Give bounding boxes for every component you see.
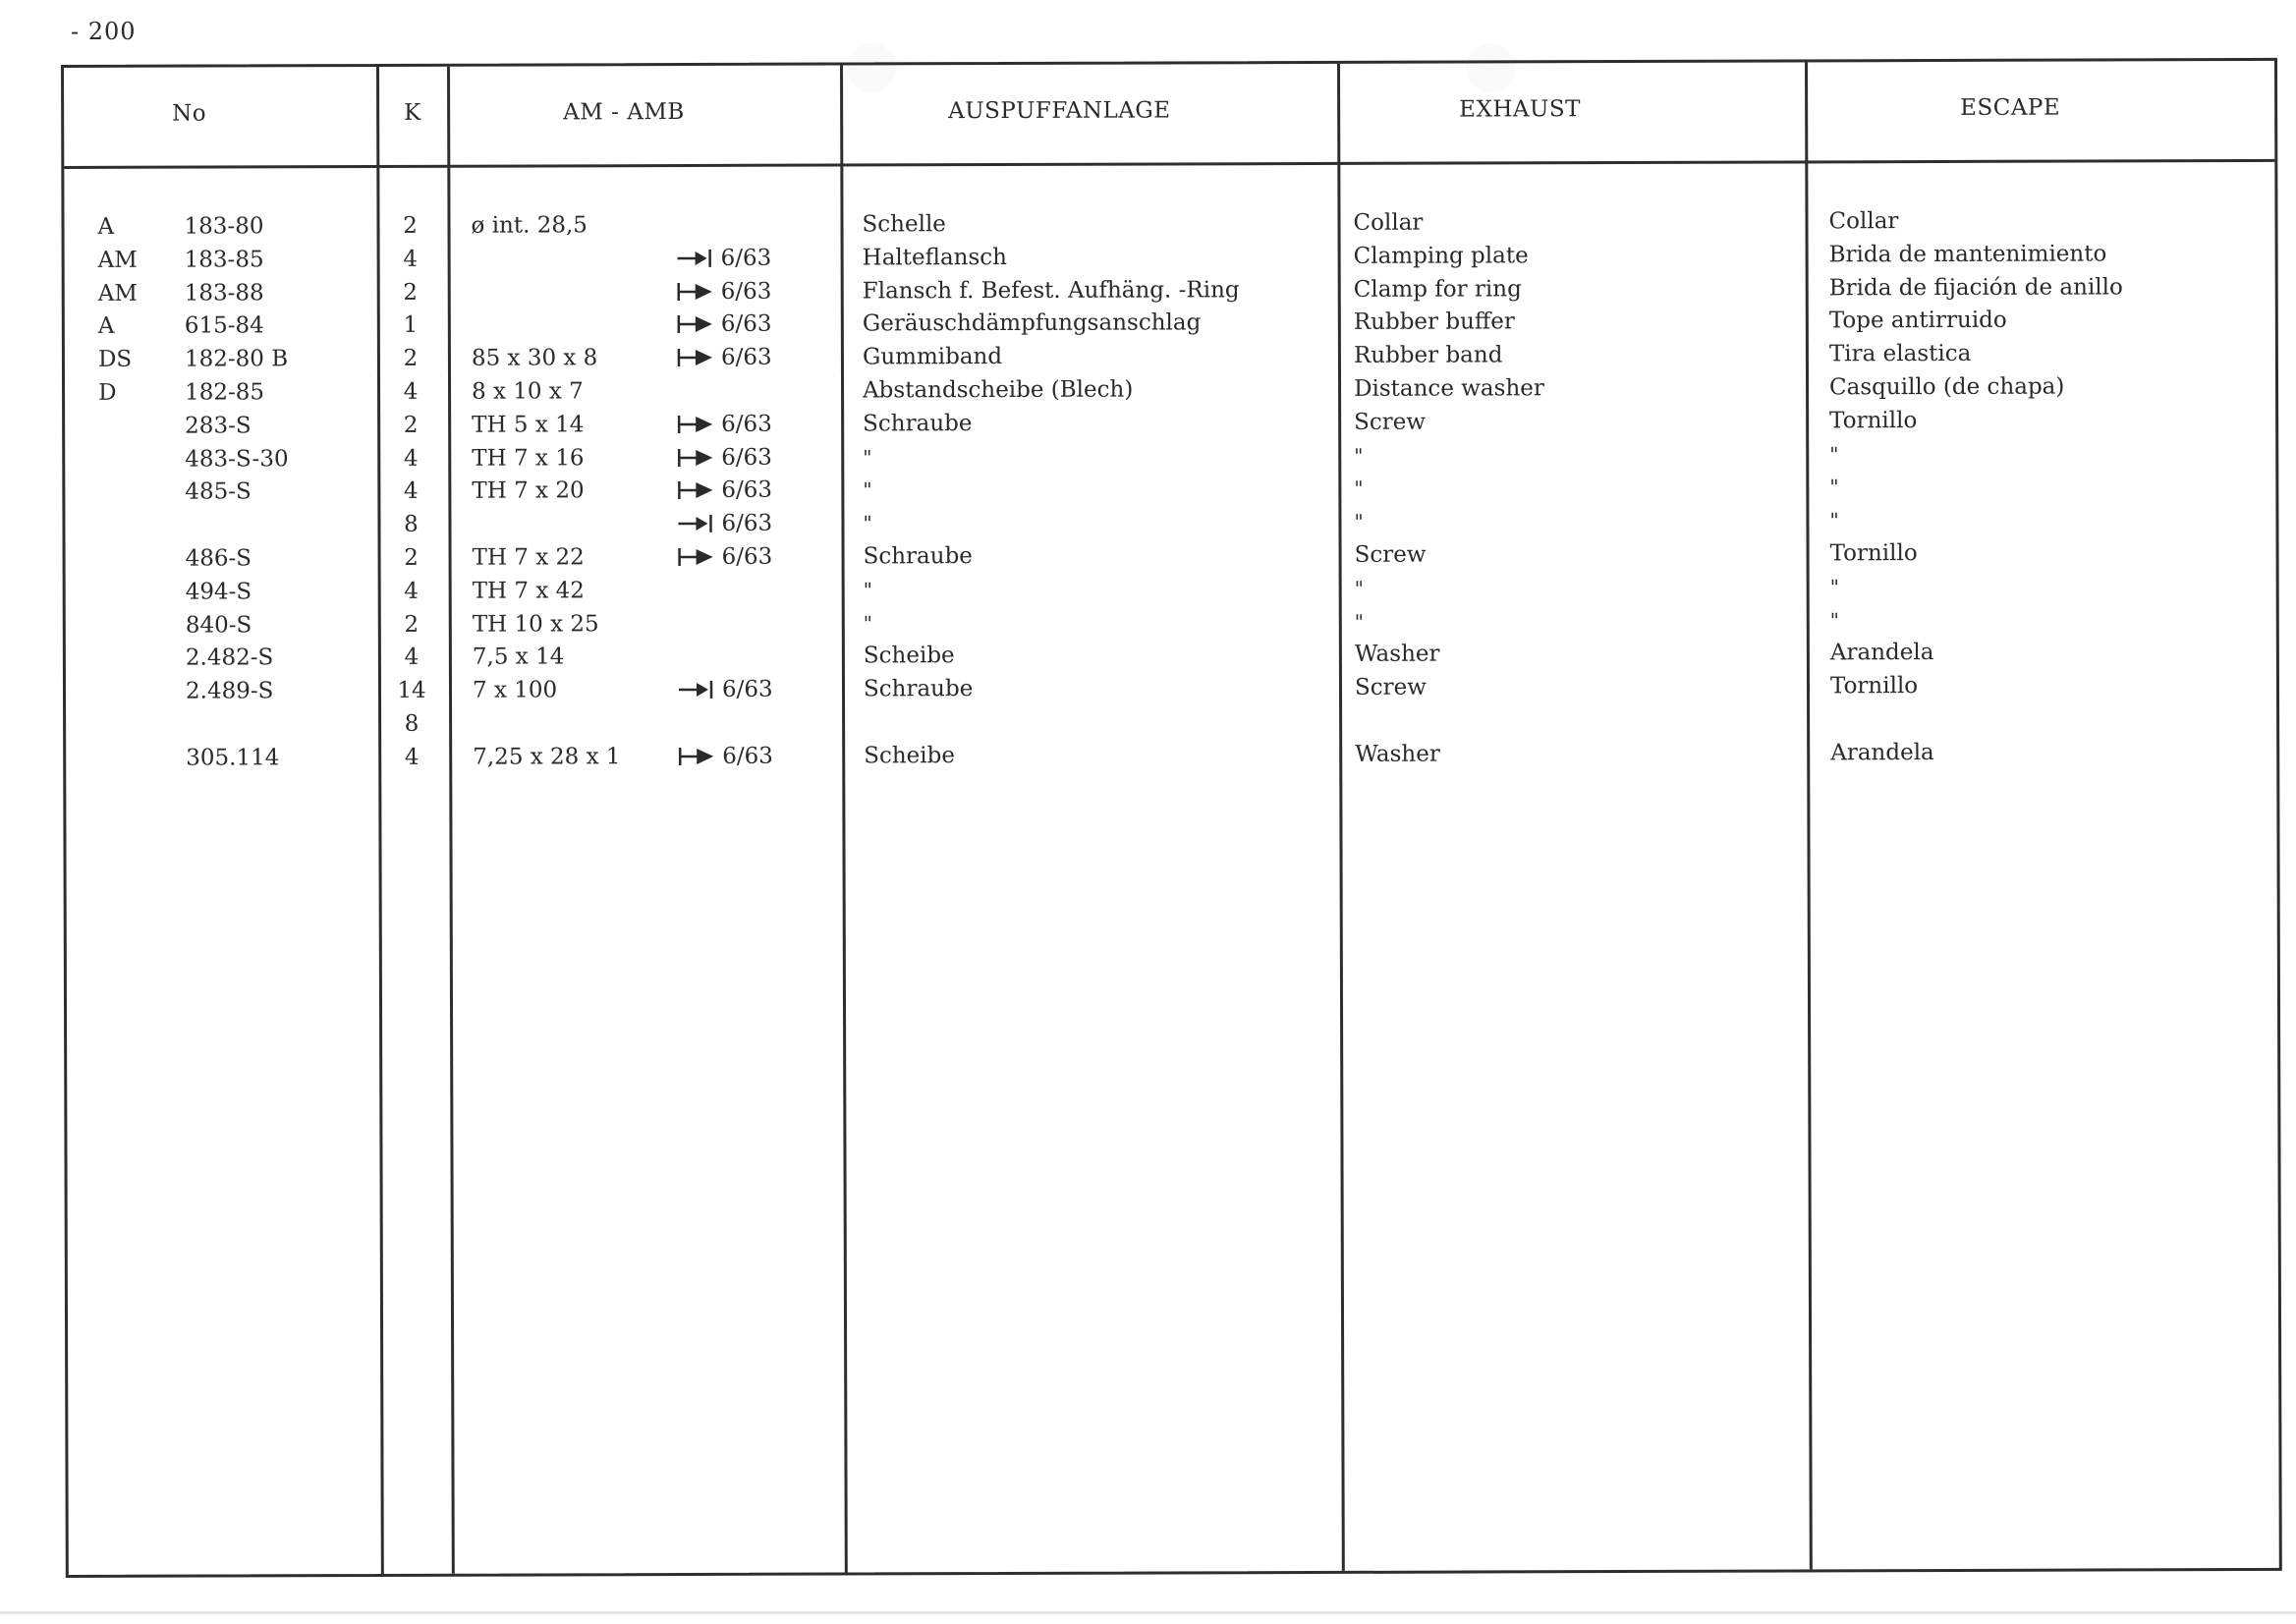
german-description-cell: Halteflansch [862,244,1008,271]
bar-to-arrow-icon [676,480,715,500]
dimension-cell: 7,25 x 28 x 1 [473,744,621,770]
reference-cell [676,277,772,305]
reference-cell [676,476,772,504]
bar-to-arrow-icon [676,348,715,367]
header-am: AM - AMB [563,99,685,126]
german-description-cell: Schraube [863,410,973,437]
german-description-cell: Flansch f. Befest. Aufhäng. -Ring [862,276,1240,305]
header-de: AUSPUFFANLAGE [948,97,1171,125]
english-description-cell: Collar [1353,209,1424,236]
quantity-cell: 2 [404,611,420,638]
dimension-cell: TH 5 x 14 [472,412,585,438]
spanish-description-cell: " [1829,607,1840,632]
dimension-cell: TH 7 x 16 [472,444,585,472]
english-description-cell: Screw [1354,674,1427,701]
english-description-cell: Distance washer [1354,375,1544,402]
reference-text: 6/63 [720,245,772,271]
part-number-cell: 182-85 [185,379,265,406]
dimension-cell: 8 x 10 x 7 [472,378,584,405]
english-description-cell: " [1354,443,1364,468]
arrow-to-bar-icon [677,680,716,700]
reference-text: 6/63 [721,543,773,570]
parts-table [61,58,2282,1578]
reference-cell [676,443,772,471]
part-number-cell: 840-S [185,611,252,639]
part-number-cell: 305.114 [186,745,280,771]
spanish-description-cell: Tornillo [1829,407,1918,434]
dimension-cell: TH 7 x 22 [472,544,585,571]
dimension-cell: TH 7 x 20 [472,477,585,505]
spanish-description-cell: Arandela [1830,739,1934,766]
german-description-cell: Scheibe [864,742,956,769]
german-description-cell: Gummiband [862,344,1003,370]
arrow-to-bar-icon [676,249,715,268]
spanish-description-cell: Tornillo [1829,540,1918,567]
spanish-description-cell: Arandela [1829,640,1934,666]
quantity-cell: 8 [404,512,419,538]
spanish-description-cell: " [1829,508,1839,532]
quantity-cell: 4 [404,744,420,770]
spanish-description-cell: " [1829,475,1839,499]
prefix-cell: A [97,213,115,240]
page-number: - 200 [71,18,137,45]
column-divider [1337,64,1345,1571]
part-number-cell: 2.489-S [185,678,274,704]
part-number-cell: 494-S [185,579,252,605]
reference-cell [676,411,772,438]
german-description-cell: Schelle [862,211,946,238]
part-number-cell: 283-S [185,413,252,439]
part-number-cell: 615-84 [184,312,264,339]
header-k: K [404,99,421,126]
header-en: EXHAUST [1459,96,1582,123]
english-description-cell: Screw [1354,409,1427,435]
arrow-to-bar-icon [676,514,715,533]
quantity-cell: 1 [403,312,419,339]
part-number-cell: 2.482-S [185,644,274,671]
english-description-cell: Washer [1355,741,1440,767]
german-description-cell: " [863,511,872,535]
prefix-cell: DS [97,346,133,373]
dimension-cell: 7 x 100 [472,677,558,703]
english-description-cell: " [1354,576,1364,600]
part-number-cell: 485-S [185,478,252,505]
prefix-cell: AM [97,247,138,273]
quantity-cell: 4 [403,445,419,472]
reference-text: 6/63 [720,278,772,305]
spanish-description-cell: Tira elastica [1828,341,1972,367]
quantity-cell: 2 [404,544,419,571]
prefix-cell: AM [97,280,138,307]
part-number-cell: 183-85 [184,247,264,273]
english-description-cell: Screw [1354,541,1427,568]
english-description-cell: Washer [1354,641,1440,668]
english-description-cell: " [1354,476,1364,501]
reference-cell [677,743,773,770]
quantity-cell: 4 [404,644,420,671]
spanish-description-cell: Casquillo (de chapa) [1828,373,2065,401]
reference-text: 6/63 [721,510,773,537]
reference-text: 6/63 [720,311,772,338]
english-description-cell: " [1354,510,1364,534]
english-description-cell: Clamping plate [1353,243,1529,269]
english-description-cell: Clamp for ring [1353,275,1522,303]
german-description-cell: Schraube [863,543,973,570]
column-divider [376,67,384,1574]
bar-to-arrow-icon [676,282,715,302]
reference-cell [677,543,773,571]
quantity-cell: 4 [403,246,418,272]
header-es: ESCAPE [1960,94,2061,121]
english-description-cell: Rubber buffer [1353,308,1515,336]
part-number-cell: 182-80 B [184,346,289,372]
reference-cell [676,245,772,272]
reference-text: 6/63 [720,344,772,371]
dimension-cell: TH 10 x 25 [472,610,599,638]
german-description-cell: Geräuschdämpfungsanschlag [862,309,1202,337]
reference-text: 6/63 [721,444,772,471]
quantity-cell: 4 [404,578,420,604]
part-number-cell: 486-S [185,545,252,572]
dimension-cell: ø int. 28,5 [471,212,588,239]
quantity-cell: 2 [403,212,418,239]
prefix-cell: A [97,313,115,340]
spanish-description-cell: Brida de mantenimiento [1828,241,2107,268]
bar-to-arrow-icon [677,747,716,766]
quantity-cell: 2 [403,346,419,372]
spanish-description-cell: Tornillo [1829,673,1919,700]
quantity-cell: 4 [403,478,419,505]
quantity-cell: 2 [403,412,419,438]
header-no: No [172,100,207,127]
german-description-cell: " [863,477,872,502]
quantity-cell: 4 [403,378,419,405]
spanish-description-cell: " [1829,575,1839,599]
bar-to-arrow-icon [677,547,716,567]
reference-cell [676,344,772,371]
dimension-cell: 7,5 x 14 [472,644,565,671]
scan-edge [0,1611,2296,1614]
column-divider [447,67,455,1574]
spanish-description-cell: Collar [1828,208,1899,235]
spanish-description-cell: Brida de fijación de anillo [1828,274,2123,301]
german-description-cell: " [863,578,872,602]
part-number-cell: 483-S-30 [185,445,289,473]
reference-text: 6/63 [721,411,772,437]
reference-cell [677,676,773,703]
german-description-cell: Scheibe [863,643,955,669]
prefix-cell: D [98,379,117,406]
header-divider [64,159,2274,169]
bar-to-arrow-icon [676,448,715,468]
spanish-description-cell: Tope antirruido [1828,308,2007,334]
german-description-cell: " [863,445,872,470]
quantity-cell: 2 [403,279,419,306]
dimension-cell: TH 7 x 42 [472,578,585,604]
part-number-cell: 183-80 [184,213,264,240]
reference-cell [676,510,772,537]
spanish-description-cell: " [1829,441,1839,466]
english-description-cell: " [1354,609,1365,634]
german-description-cell: " [863,611,873,636]
reference-text: 6/63 [721,676,773,703]
english-description-cell: Rubber band [1353,342,1503,369]
bar-to-arrow-icon [676,314,715,334]
dimension-cell: 85 x 30 x 8 [471,345,598,371]
german-description-cell: Schraube [863,676,974,702]
reference-cell [676,310,772,338]
quantity-cell: 8 [404,710,420,737]
reference-text: 6/63 [722,743,773,769]
german-description-cell: Abstandscheibe (Blech) [863,376,1134,404]
column-divider [840,65,848,1572]
column-divider [1805,62,1813,1569]
part-number-cell: 183-88 [184,279,264,307]
bar-to-arrow-icon [676,415,715,434]
quantity-cell: 14 [397,678,426,704]
reference-text: 6/63 [721,477,773,504]
